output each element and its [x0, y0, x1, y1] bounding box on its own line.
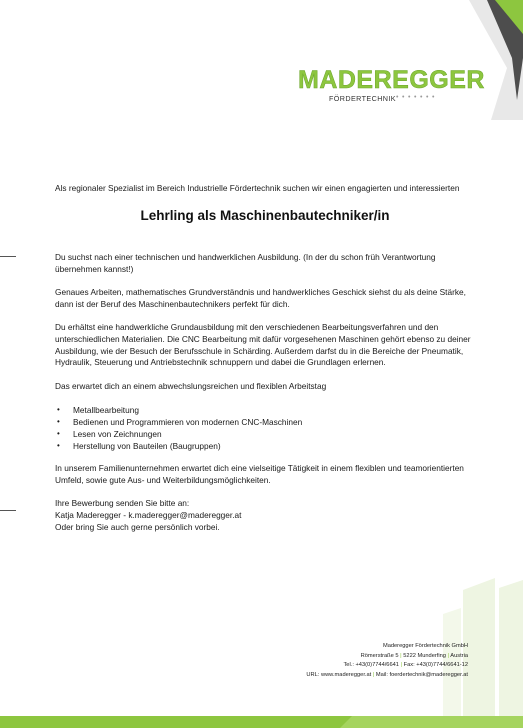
fold-mark-top [0, 256, 16, 257]
footer-mail: Mail: foerdertechnik@maderegger.at [375, 671, 468, 678]
job-title: Lehrling als Maschinenbautechniker/in [140, 207, 390, 223]
paragraph-4: Das erwartet dich an einem abwechslungsreichen und flexiblen Arbeitstag [55, 380, 327, 391]
application-info [55, 498, 475, 533]
list-item: • Lesen von Zeichnungen [55, 428, 475, 440]
list-item: • Metallbearbeitung [55, 404, 475, 416]
fold-mark-bottom [0, 510, 16, 511]
logo-wordmark: MADEREGGER [298, 66, 485, 94]
application-line-3: Oder bring Sie auch gerne persönlich vorbei. [55, 522, 220, 533]
paragraph-3: Du erhältst eine handwerkliche Grundausbildung mit den verschiedenen Bearbeitungsverfahren und den unterschiedlichen Materialien. Die CNC Bearbeitung mit dafür vorgesehenen Maschinen gehört ebenso zu deiner Ausbildung, wie der Besuch der Berufsschule in Schärding. Außerdem darfst du in die Bereiche der Pneumatik, Hydraulik, Steuerung und Antriebstechnik schnuppern und dabei die Grundlagen erlernen. [55, 321, 471, 368]
footer-web-line: URL: www.maderegger.at | Mail: foerdertechnik@maderegger.at [306, 671, 468, 678]
footer-phone: Tel.: +43(0)7744/6641 [343, 662, 399, 669]
task-list [55, 404, 475, 452]
company-logo [298, 66, 485, 111]
footer-url: URL: www.maderegger.at [306, 671, 372, 678]
footer-fax: Fax: +43(0)7744/6641-12 [403, 662, 468, 669]
posting-body [55, 183, 475, 534]
application-contact: Katja Maderegger - k.maderegger@maderegger.at [55, 510, 242, 521]
closing-paragraph: In unserem Familienunternehmen erwartet dich eine vielseitige Tätigkeit in einem flexiblen und teamorientierten Umfeld, sowie gute Aus- und Weiterbildungsmöglichkeiten. [55, 463, 464, 486]
footer-country: Austria [450, 652, 468, 659]
footer-phone-line: Tel.: +43(0)7744/6641 | Fax: +43(0)7744/6641-12 [343, 662, 468, 669]
bottom-brand-bar [0, 716, 523, 728]
footer-company: Maderegger Fördertechnik GmbH [382, 643, 468, 649]
intro-text: Als regionaler Spezialist im Bereich Industrielle Fördertechnik suchen wir einen engagierten und interessierten [55, 183, 460, 193]
paragraph-2: Genaues Arbeiten, mathematisches Grundverständnis und handwerkliches Geschick siehst du als deine Stärke, dann ist der Beruf des Maschinenbautechnikers perfekt für dich. [55, 286, 466, 309]
footer-address-line: Römerstraße 5 | 5222 Munderfing | Austria [360, 652, 468, 659]
logo-dots: • • • • • • • [396, 94, 436, 101]
list-item: • Bedienen und Programmieren von modernen CNC-Maschinen [55, 416, 475, 428]
application-line-1: Ihre Bewerbung senden Sie bitte an: [55, 498, 190, 509]
paragraph-1: Du suchst nach einer technischen und handwerklichen Ausbildung. (In der du schon früh Verantwortung übernehmen kannst!) [55, 251, 436, 274]
footer-town: 5222 Munderfing [403, 652, 446, 659]
list-item: • Herstellung von Bauteilen (Baugruppen) [55, 440, 475, 452]
logo-tagline: FÖRDERTECHNIK [329, 94, 396, 103]
company-address [306, 642, 468, 680]
footer-street: Römerstraße 5 [360, 652, 399, 659]
